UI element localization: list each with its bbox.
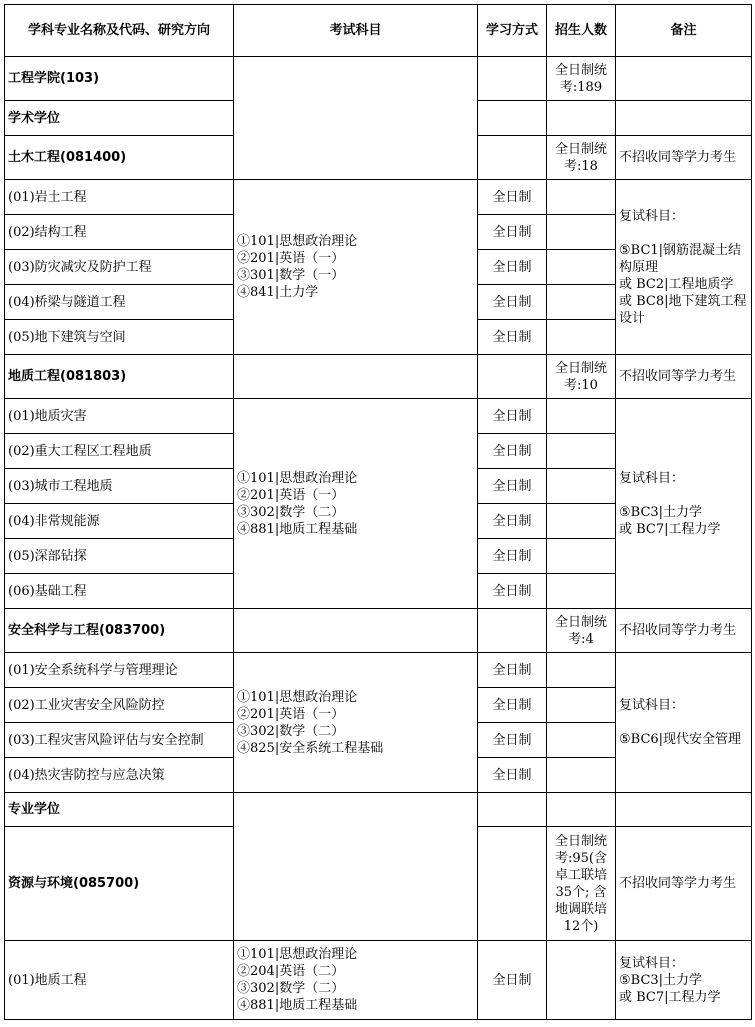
mode-cell: 全日制 bbox=[478, 469, 547, 504]
mode-cell: 全日制 bbox=[478, 180, 547, 215]
header-subjects: 考试科目 bbox=[234, 5, 478, 57]
geo-direction: (01)地质灾害 bbox=[5, 399, 234, 434]
safety-direction: (02)工业灾害安全风险防控 bbox=[5, 688, 234, 723]
civil-direction: (03)防灾减灾及防护工程 bbox=[5, 250, 234, 285]
civil-retest: 复试科目： ⑤BC1|钢筋混凝土结构原理 或 BC2|工程地质学 或 BC8|地下建筑工程设计 bbox=[616, 180, 752, 355]
resource-subjects: ①101|思想政治理论 ②204|英语（二） ③302|数学（二） ④881|地质工程基础 bbox=[234, 941, 478, 1020]
mode-cell: 全日制 bbox=[478, 941, 547, 1020]
civil-quota: 全日制统 考:18 bbox=[547, 136, 616, 180]
safety-retest: 复试科目： ⑤BC6|现代安全管理 bbox=[616, 653, 752, 793]
mode-cell: 全日制 bbox=[478, 723, 547, 758]
safety-quota: 全日制统 考:4 bbox=[547, 609, 616, 653]
geo-direction: (04)非常规能源 bbox=[5, 504, 234, 539]
safety-note: 不招收同等学力考生 bbox=[616, 609, 752, 653]
safety-name: 安全科学与工程(083700) bbox=[5, 609, 234, 653]
geo-retest: 复试科目： ⑤BC3|土力学 或 BC7|工程力学 bbox=[616, 399, 752, 609]
geo-direction: (05)深部钻探 bbox=[5, 539, 234, 574]
mode-cell: 全日制 bbox=[478, 539, 547, 574]
table-row bbox=[5, 180, 752, 215]
resource-retest: 复试科目： ⑤BC3|土力学 或 BC7|工程力学 bbox=[616, 941, 752, 1020]
mode-cell: 全日制 bbox=[478, 320, 547, 355]
civil-name: 土木工程(081400) bbox=[5, 136, 234, 180]
mode-cell: 全日制 bbox=[478, 688, 547, 723]
header-major: 学科专业名称及代码、研究方向 bbox=[5, 5, 234, 57]
safety-row bbox=[5, 609, 752, 653]
table-row bbox=[5, 653, 752, 688]
civil-direction: (05)地下建筑与空间 bbox=[5, 320, 234, 355]
table-row bbox=[5, 941, 752, 1020]
resource-name: 资源与环境(085700) bbox=[5, 827, 234, 941]
resource-note: 不招收同等学力考生 bbox=[616, 827, 752, 941]
header-note: 备注 bbox=[616, 5, 752, 57]
header-quota: 招生人数 bbox=[547, 5, 616, 57]
mode-cell: 全日制 bbox=[478, 250, 547, 285]
safety-direction: (04)热灾害防控与应急决策 bbox=[5, 758, 234, 793]
mode-cell: 全日制 bbox=[478, 653, 547, 688]
mode-cell: 全日制 bbox=[478, 215, 547, 250]
geo-row bbox=[5, 355, 752, 399]
geo-name: 地质工程(081803) bbox=[5, 355, 234, 399]
geo-direction: (06)基础工程 bbox=[5, 574, 234, 609]
mode-cell: 全日制 bbox=[478, 574, 547, 609]
mode-cell: 全日制 bbox=[478, 434, 547, 469]
geo-note: 不招收同等学力考生 bbox=[616, 355, 752, 399]
header-mode: 学习方式 bbox=[478, 5, 547, 57]
table-row bbox=[5, 399, 752, 434]
civil-note: 不招收同等学力考生 bbox=[616, 136, 752, 180]
enrollment-table bbox=[4, 4, 752, 1020]
mode-cell: 全日制 bbox=[478, 504, 547, 539]
mode-cell: 全日制 bbox=[478, 285, 547, 320]
resource-quota: 全日制统 考:95(含 卓工联培 35个; 含 地调联培 12个) bbox=[547, 827, 616, 941]
civil-direction: (01)岩土工程 bbox=[5, 180, 234, 215]
college-name: 工程学院(103) bbox=[5, 57, 234, 101]
professional-row bbox=[5, 793, 752, 827]
resource-direction: (01)地质工程 bbox=[5, 941, 234, 1020]
safety-direction: (03)工程灾害风险评估与安全控制 bbox=[5, 723, 234, 758]
civil-subjects: ①101|思想政治理论 ②201|英语（一） ③301|数学（一） ④841|土力学 bbox=[234, 180, 478, 355]
geo-direction: (03)城市工程地质 bbox=[5, 469, 234, 504]
college-row bbox=[5, 57, 752, 101]
header-row bbox=[5, 5, 752, 57]
safety-subjects: ①101|思想政治理论 ②201|英语（一） ③302|数学（二） ④825|安全系统工程基础 bbox=[234, 653, 478, 793]
college-quota: 全日制统 考:189 bbox=[547, 57, 616, 101]
professional-label: 专业学位 bbox=[5, 793, 234, 827]
civil-direction: (04)桥梁与隧道工程 bbox=[5, 285, 234, 320]
safety-direction: (01)安全系统科学与管理理论 bbox=[5, 653, 234, 688]
geo-subjects: ①101|思想政治理论 ②201|英语（一） ③302|数学（二） ④881|地质工程基础 bbox=[234, 399, 478, 609]
geo-direction: (02)重大工程区工程地质 bbox=[5, 434, 234, 469]
mode-cell: 全日制 bbox=[478, 758, 547, 793]
geo-quota: 全日制统 考:10 bbox=[547, 355, 616, 399]
academic-label: 学术学位 bbox=[5, 101, 234, 136]
mode-cell: 全日制 bbox=[478, 399, 547, 434]
civil-direction: (02)结构工程 bbox=[5, 215, 234, 250]
